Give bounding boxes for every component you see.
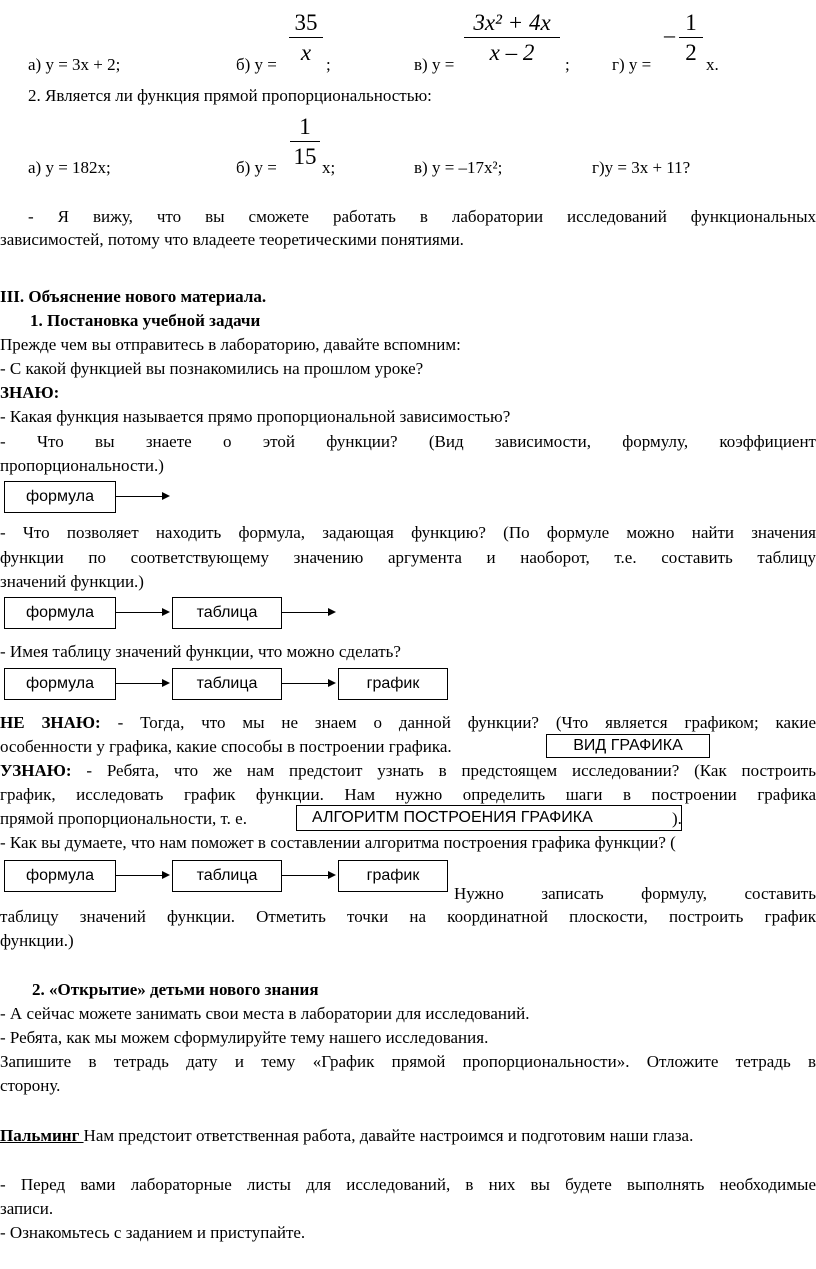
task1-option-b-suffix: ;: [326, 55, 331, 74]
arrow-icon: [116, 683, 168, 684]
paragraph: график, исследовать график функции. Нам нужно определить шаги в построении графика: [0, 785, 816, 804]
task2-option-g: г)у = 3х + 11?: [592, 158, 691, 177]
task1-option-b-prefix: б) у =: [236, 55, 277, 74]
fraction-bar: [679, 37, 703, 38]
arrow-icon: [282, 612, 334, 613]
arrow-icon: [282, 875, 334, 876]
paragraph: пропорциональности.): [0, 456, 164, 475]
fraction-denominator: 2: [685, 40, 697, 65]
arrow-icon: [282, 683, 334, 684]
fraction-bar: [289, 37, 323, 38]
fraction-numerator: 3x² + 4x: [473, 10, 551, 35]
paragraph: сторону.: [0, 1076, 61, 1095]
paragraph: особенности у графика, какие способы в построении графика.: [0, 737, 452, 756]
paragraph: - Ознакомьтесь с заданием и приступайте.: [0, 1223, 306, 1242]
arrow-icon: [116, 875, 168, 876]
paragraph: - Ребята, как мы можем сформулируйте тему нашего исследования.: [0, 1028, 489, 1047]
diagram-box-graph: график: [338, 860, 448, 892]
palming-line: [0, 1126, 693, 1146]
paragraph: - Что вы знаете о этой функции? (Вид зависимости, формулу, коэффициент: [0, 432, 816, 451]
minus-sign: –: [664, 22, 675, 47]
task1-fraction-g: [679, 10, 703, 65]
vid-grafika-box: ВИД ГРАФИКА: [546, 734, 710, 758]
answer-line-1: Нужно записать формулу, составить: [454, 884, 816, 903]
know-label: ЗНАЮ:: [0, 383, 60, 402]
intro-line-1: - Я вижу, что вы сможете работать в лаборатории исследований функциональных: [28, 207, 816, 226]
paragraph: функции по соответствующему значению аргумента и наоборот, т.е. составить таблицу: [0, 548, 816, 567]
paragraph: функции.): [0, 931, 74, 950]
learn-label: УЗНАЮ:: [0, 761, 72, 780]
fraction-numerator: 1: [685, 10, 697, 35]
paragraph: - Что позволяет находить формула, задающая функцию? (По формуле можно найти значения: [0, 523, 816, 542]
paragraph: - А сейчас можете занимать свои места в лаборатории для исследований.: [0, 1004, 530, 1023]
section-title: III. Объяснение нового материала.: [0, 287, 267, 306]
fraction-denominator: x: [300, 40, 312, 65]
diagram-box-formula: формула: [4, 668, 116, 700]
paragraph: Запишите в тетрадь дату и тему «График прямой пропорциональности». Отложите тетрадь в: [0, 1052, 816, 1071]
paragraph: - Перед вами лабораторные листы для исследований, в них вы будете выполнять необходимые: [0, 1175, 816, 1194]
arrow-icon: [116, 612, 168, 613]
paragraph: таблицу значений функции. Отметить точки на координатной плоскости, построить график: [0, 907, 816, 926]
diagram-box-formula: формула: [4, 597, 116, 629]
dontknow-text: - Тогда, что мы не знаем о данной функции? (Что является графиком; какие: [117, 713, 816, 732]
learn-text: - Ребята, что же нам предстоит узнать в предстоящем исследовании? (Как построить: [86, 761, 816, 780]
paragraph: - Какая функция называется прямо пропорциональной зависимостью?: [0, 407, 511, 426]
paragraph: - Как вы думаете, что нам поможет в составлении алгоритма построения графика функции? (: [0, 833, 676, 852]
algo-close: ).: [672, 809, 682, 828]
diagram-box-table: таблица: [172, 860, 282, 892]
palming-text: Нам предстоит ответственная работа, давайте настроимся и подготовим наши глаза.: [83, 1126, 694, 1145]
diagram-box-formula: формула: [4, 860, 116, 892]
diagram-box-table: таблица: [172, 597, 282, 629]
task2-option-a: а) у = 182х;: [28, 158, 111, 177]
task2-option-v: в) у = –17х²;: [414, 158, 503, 177]
diagram-box-graph: график: [338, 668, 448, 700]
fraction-numerator: 1: [299, 114, 311, 139]
algo-box-text: АЛГОРИТМ ПОСТРОЕНИЯ ГРАФИКА: [312, 809, 593, 826]
fraction-denominator: x – 2: [489, 40, 535, 65]
task1-option-a: а) у = 3х + 2;: [28, 55, 121, 74]
fraction-denominator: 15: [293, 144, 317, 169]
paragraph: Прежде чем вы отправитесь в лабораторию, давайте вспомним:: [0, 335, 461, 354]
part2-title: 2. «Открытие» детьми нового знания: [32, 980, 319, 999]
paragraph: записи.: [0, 1199, 54, 1218]
task2-option-b-suffix: х;: [322, 158, 336, 177]
task1-fraction-v: [464, 10, 560, 65]
paragraph: - Имея таблицу значений функции, что можно сделать?: [0, 642, 401, 661]
diagram-box-formula: формула: [4, 481, 116, 513]
paragraph: значений функции.): [0, 572, 144, 591]
palming-label: Пальминг: [0, 1126, 84, 1145]
task1-option-g-suffix: х.: [706, 55, 719, 74]
task2-fraction-b: [290, 114, 320, 169]
intro-line-2: зависимостей, потому что владеете теоретическими понятиями.: [0, 230, 464, 249]
task1-option-g-prefix: г) у =: [612, 55, 652, 74]
subsection-title: 1. Постановка учебной задачи: [30, 311, 261, 330]
diagram-box-table: таблица: [172, 668, 282, 700]
arrow-icon: [116, 496, 168, 497]
learn-line: [0, 761, 816, 781]
fraction-bar: [464, 37, 560, 38]
task1-option-v-prefix: в) у =: [414, 55, 455, 74]
paragraph: прямой пропорциональности, т. е.: [0, 809, 247, 828]
task2-option-b-prefix: б) у =: [236, 158, 277, 177]
paragraph: - С какой функцией вы познакомились на прошлом уроке?: [0, 359, 424, 378]
dontknow-line: [0, 713, 816, 733]
dontknow-label: НЕ ЗНАЮ:: [0, 713, 101, 732]
fraction-numerator: 35: [294, 10, 318, 35]
task2-heading: 2. Является ли функция прямой пропорциональностью:: [28, 86, 432, 105]
task1-fraction-b: [289, 10, 323, 65]
task1-option-v-suffix: ;: [565, 55, 570, 74]
fraction-bar: [290, 141, 320, 142]
